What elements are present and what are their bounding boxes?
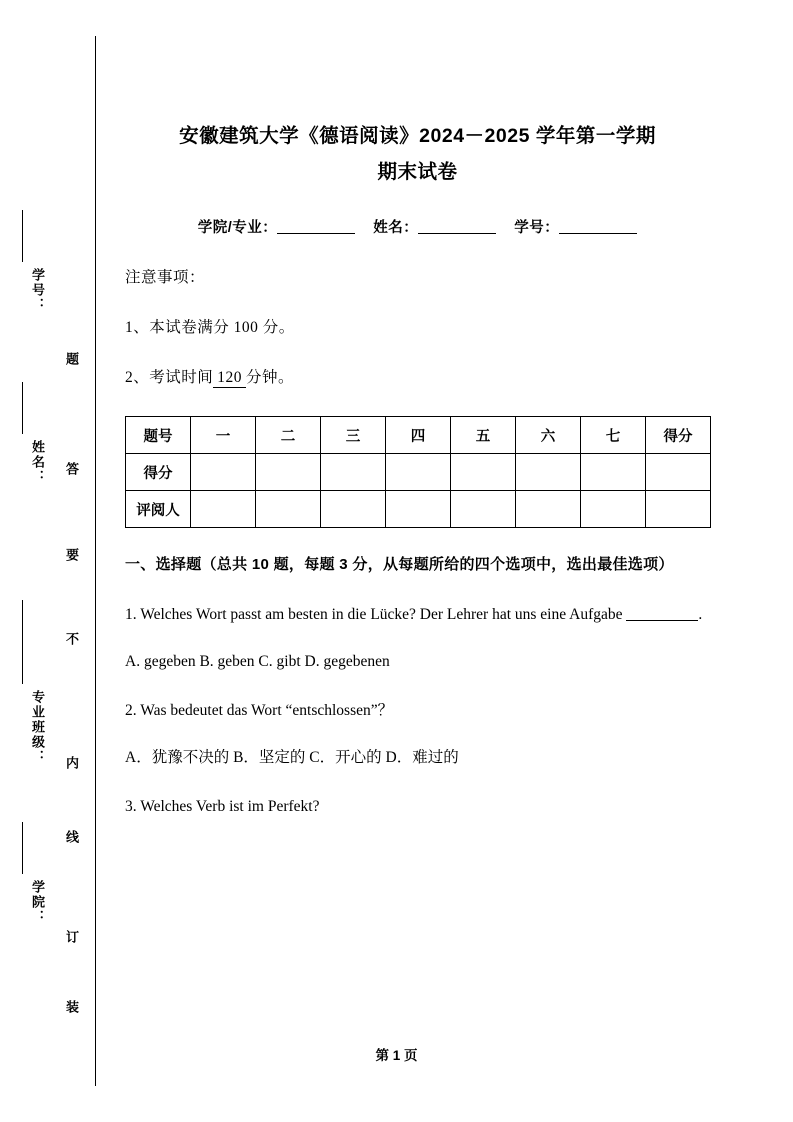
notice-item-1: 1、本试卷满分 100 分。: [125, 319, 295, 336]
seal-char-4: 不: [64, 632, 79, 647]
score-header-5: 五: [451, 417, 516, 454]
score-header-6: 六: [516, 417, 581, 454]
notice-heading: 注意事项：: [125, 269, 206, 286]
notice-item-2-value: 120: [213, 369, 246, 388]
notice-item-2-before: 2、考试时间: [125, 369, 214, 386]
score-row-label-0: 得分: [126, 454, 191, 491]
margin-field-college: 学院：: [30, 880, 45, 925]
label-student-id: 学号：: [514, 220, 560, 236]
question-1: [125, 600, 710, 630]
score-cell-0-3[interactable]: [386, 454, 451, 491]
score-row-label-1: 评阅人: [126, 491, 191, 528]
score-cell-0-0[interactable]: [191, 454, 256, 491]
score-cell-1-5[interactable]: [516, 491, 581, 528]
score-cell-0-2[interactable]: [321, 454, 386, 491]
notice-item-2: [125, 365, 710, 388]
margin-blank-class: [22, 600, 23, 684]
field-college-major[interactable]: [277, 218, 355, 234]
score-header-0: 题号: [126, 417, 191, 454]
seal-char-8: 装: [64, 1000, 79, 1015]
score-header-7: 七: [581, 417, 646, 454]
page-title: [125, 0, 710, 190]
vertical-rule: [95, 36, 96, 1086]
margin-field-name: 姓名：: [30, 440, 45, 485]
question-1-options: A. gegeben B. geben C. gibt D. gegebenen: [125, 653, 390, 670]
score-table: [125, 416, 711, 528]
score-cell-1-6[interactable]: [581, 491, 646, 528]
score-cell-1-2[interactable]: [321, 491, 386, 528]
seal-char-7: 订: [64, 930, 79, 945]
score-cell-1-4[interactable]: [451, 491, 516, 528]
question-2: 2. Was bedeutet das Wort “entschlossen”？: [125, 702, 394, 719]
page-footer: 第 1 页: [375, 1048, 418, 1063]
question-2-options: A．犹豫不决的 B．坚定的 C．开心的 D．难过的: [125, 749, 459, 766]
margin-blank-student-id: [22, 210, 23, 262]
score-cell-1-0[interactable]: [191, 491, 256, 528]
table-row: [126, 491, 711, 528]
score-cell-0-7[interactable]: [646, 454, 711, 491]
notice-item-2-after: 分钟。: [246, 369, 295, 386]
score-cell-1-7[interactable]: [646, 491, 711, 528]
score-header-4: 四: [386, 417, 451, 454]
score-cell-0-4[interactable]: [451, 454, 516, 491]
label-college-major: 学院/专业：: [197, 220, 278, 236]
score-header-1: 一: [191, 417, 256, 454]
score-header-3: 三: [321, 417, 386, 454]
score-header-8: 得分: [646, 417, 711, 454]
label-name: 姓名：: [373, 220, 419, 236]
score-cell-1-1[interactable]: [256, 491, 321, 528]
table-row-header: [126, 417, 711, 454]
section-heading: 一、选择题（总共 10 题，每题 3 分，从每题所给的四个选项中，选出最佳选项）: [125, 556, 674, 573]
score-cell-1-3[interactable]: [386, 491, 451, 528]
score-cell-0-6[interactable]: [581, 454, 646, 491]
field-name[interactable]: [418, 218, 496, 234]
question-3: 3. Welches Verb ist im Perfekt?: [125, 798, 320, 815]
question-1-text-tail: .: [698, 606, 703, 623]
seal-char-3: 要: [64, 548, 79, 563]
binding-margin: [0, 0, 96, 1122]
margin-blank-college: [22, 822, 23, 874]
margin-blank-name: [22, 382, 23, 434]
field-student-id[interactable]: [559, 218, 637, 234]
student-info-line: [125, 216, 710, 237]
score-cell-0-5[interactable]: [516, 454, 581, 491]
score-header-2: 二: [256, 417, 321, 454]
seal-char-5: 内: [64, 756, 79, 771]
exam-body: [125, 0, 710, 822]
page-title-line2: 期末试卷: [377, 161, 458, 183]
seal-char-2: 答: [64, 462, 79, 477]
seal-char-1: 题: [64, 352, 79, 367]
page-title-line1: 安徽建筑大学《德语阅读》2024－2025 学年第一学期: [179, 125, 656, 147]
score-cell-0-1[interactable]: [256, 454, 321, 491]
table-row: [126, 454, 711, 491]
seal-char-6: 线: [64, 830, 79, 845]
question-1-blank[interactable]: [626, 606, 698, 621]
margin-field-class: 专业班级：: [30, 690, 45, 765]
margin-field-student-id: 学号：: [30, 268, 45, 313]
question-1-text: 1. Welches Wort passt am besten in die Lücke? Der Lehrer hat uns eine Aufgabe: [125, 606, 623, 623]
